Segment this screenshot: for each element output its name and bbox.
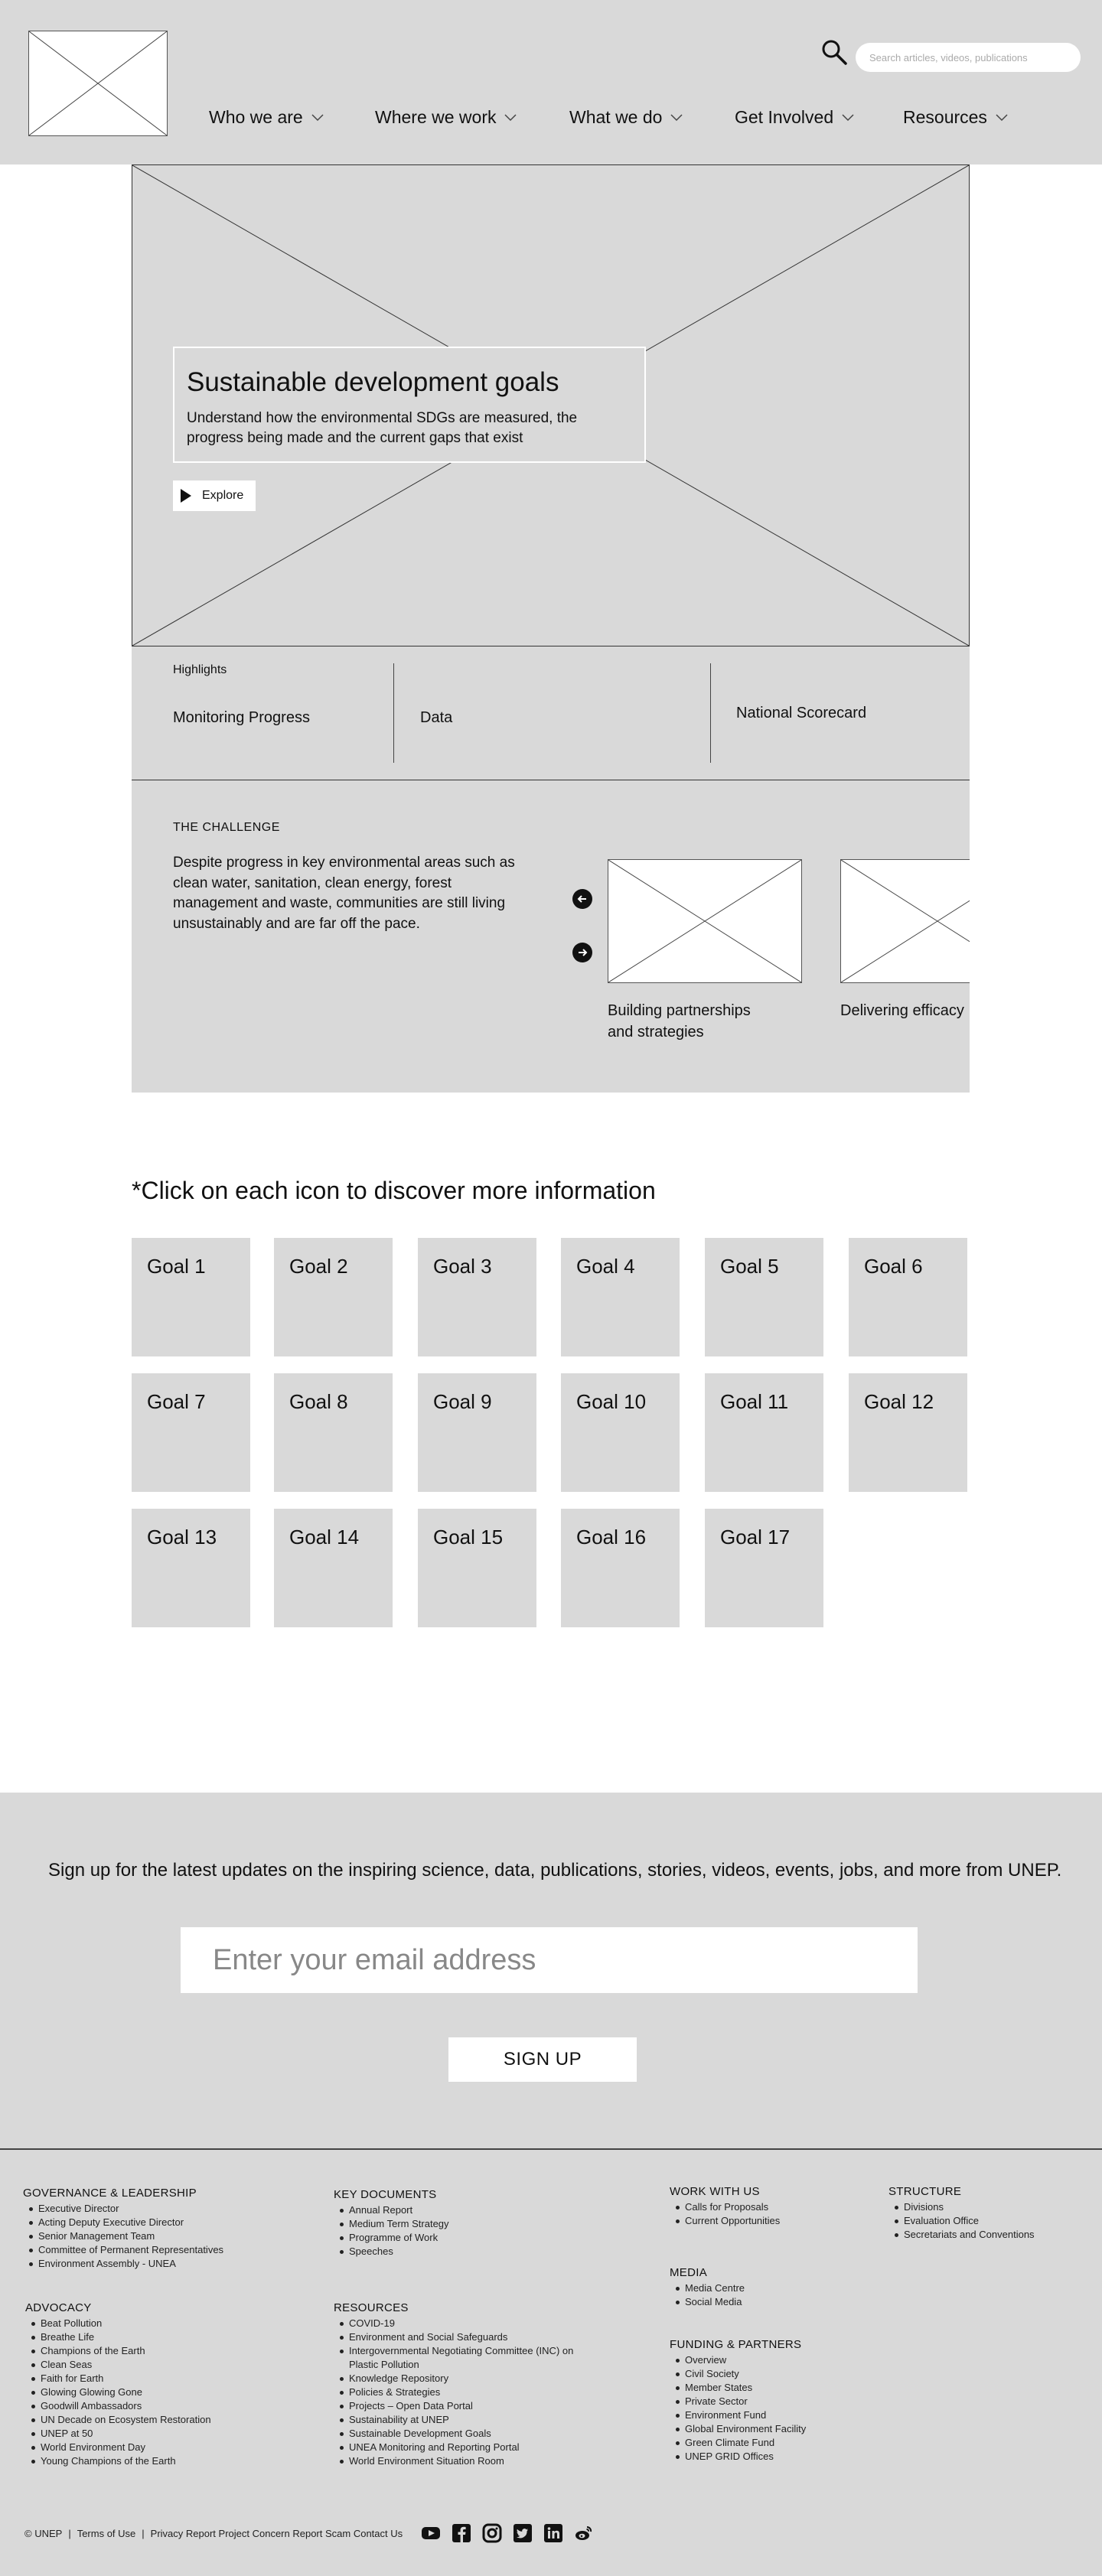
goal-label: Goal 16 xyxy=(576,1526,647,1549)
footer-link[interactable]: Media Centre xyxy=(670,2281,899,2295)
footer-link-list xyxy=(334,2203,563,2258)
search-icon[interactable] xyxy=(820,38,848,66)
footer-link[interactable]: Environment and Social Safeguards xyxy=(334,2330,579,2344)
goals-title: *Click on each icon to discover more information xyxy=(132,1177,656,1204)
goal-label: Goal 15 xyxy=(433,1526,504,1549)
divider xyxy=(710,663,711,763)
footer-link[interactable]: Breathe Life xyxy=(25,2330,255,2344)
main-nav xyxy=(0,107,1102,138)
footer-link[interactable]: Committee of Permanent Representatives xyxy=(23,2243,253,2257)
highlight-national-scorecard[interactable]: National Scorecard xyxy=(736,705,867,721)
goal-label: Goal 5 xyxy=(720,1255,779,1278)
footer-link[interactable]: Beat Pollution xyxy=(25,2317,255,2330)
goal-tile[interactable] xyxy=(132,1509,250,1627)
footer-link[interactable]: UNEA Monitoring and Reporting Portal xyxy=(334,2441,579,2454)
nav-label: Resources xyxy=(903,107,987,127)
footer-link[interactable]: Secretariats and Conventions xyxy=(888,2228,1102,2242)
challenge-section xyxy=(132,780,970,1093)
goal-tile[interactable] xyxy=(705,1373,823,1492)
goal-tile[interactable] xyxy=(132,1373,250,1492)
footer-link[interactable]: UNEP at 50 xyxy=(25,2427,255,2441)
chevron-down-icon xyxy=(504,113,517,122)
footer-link[interactable]: Overview xyxy=(670,2353,899,2367)
footer-link[interactable]: Calls for Proposals xyxy=(670,2200,899,2214)
separator: | xyxy=(68,2527,71,2539)
footer-link[interactable]: Programme of Work xyxy=(334,2231,563,2245)
footer-link[interactable]: World Environment Situation Room xyxy=(334,2454,579,2468)
arrow-left-icon xyxy=(576,893,588,905)
twitter-icon[interactable] xyxy=(513,2523,533,2543)
footer-link[interactable]: Policies & Strategies xyxy=(334,2385,579,2399)
footer-link[interactable]: Projects – Open Data Portal xyxy=(334,2399,579,2413)
footer-heading: RESOURCES xyxy=(334,2301,409,2314)
goal-label: Goal 2 xyxy=(289,1255,348,1278)
footer-heading: STRUCTURE xyxy=(888,2185,962,2198)
separator: | xyxy=(142,2527,145,2539)
explore-label: Explore xyxy=(202,489,244,502)
highlights-section xyxy=(132,646,970,780)
divider xyxy=(393,663,394,763)
newsletter-signup xyxy=(0,1793,1102,2148)
footer-heading: MEDIA xyxy=(670,2266,708,2279)
goal-label: Goal 4 xyxy=(576,1255,635,1278)
goal-label: Goal 9 xyxy=(433,1390,492,1413)
footer-link[interactable]: Environment Assembly - UNEA xyxy=(23,2257,253,2271)
nav-get-involved[interactable] xyxy=(735,107,855,128)
footer-column xyxy=(25,2301,255,2468)
footer-link-list xyxy=(670,2353,899,2464)
footer-link[interactable]: Civil Society xyxy=(670,2367,899,2381)
hero-banner xyxy=(132,164,970,646)
carousel-card[interactable] xyxy=(608,859,804,1043)
copyright-text: © UNEP xyxy=(24,2527,63,2539)
weibo-icon[interactable] xyxy=(574,2523,594,2543)
goal-label: Goal 7 xyxy=(147,1390,206,1413)
footer-heading: GOVERNANCE & LEADERSHIP xyxy=(23,2187,197,2200)
card-placeholder-image xyxy=(608,859,802,983)
site-footer xyxy=(0,2148,1102,2576)
highlights-label: Highlights xyxy=(173,663,227,676)
search-input[interactable] xyxy=(856,43,1081,72)
footer-column xyxy=(670,2266,899,2309)
footer-column xyxy=(888,2185,1102,2242)
footer-column xyxy=(334,2188,563,2258)
goal-label: Goal 6 xyxy=(864,1255,923,1278)
footer-link[interactable]: Young Champions of the Earth xyxy=(25,2454,255,2468)
footer-link[interactable]: Executive Director xyxy=(23,2202,253,2216)
goal-tile[interactable] xyxy=(132,1238,250,1356)
hero-title: Sustainable development goals xyxy=(187,367,559,397)
goal-tile[interactable] xyxy=(849,1238,967,1356)
goal-tile[interactable] xyxy=(561,1373,680,1492)
goal-tile[interactable] xyxy=(418,1373,536,1492)
goal-tile[interactable] xyxy=(561,1509,680,1627)
footer-link[interactable]: Divisions xyxy=(888,2200,1102,2214)
goal-label: Goal 12 xyxy=(864,1390,934,1413)
footer-links[interactable]: Privacy Report Project Concern Report Scam Contact Us xyxy=(150,2527,403,2539)
goal-label: Goal 3 xyxy=(433,1255,492,1278)
footer-link[interactable]: Clean Seas xyxy=(25,2358,255,2372)
footer-link[interactable]: Knowledge Repository xyxy=(334,2372,579,2385)
footer-link[interactable]: Intergovernmental Negotiating Committee (INC) on Plastic Pollution xyxy=(334,2344,579,2372)
footer-link-list xyxy=(25,2317,255,2468)
goal-tile[interactable] xyxy=(274,1238,393,1356)
play-icon xyxy=(181,489,191,503)
signup-text: Sign up for the latest updates on the inspiring science, data, publications, stories, videos, events, jobs, and more from UNEP. xyxy=(48,1860,1062,1881)
footer-link[interactable]: Evaluation Office xyxy=(888,2214,1102,2228)
card-caption: Building partnerships and strategies xyxy=(608,1002,751,1040)
footer-column xyxy=(334,2301,579,2468)
goal-tile[interactable] xyxy=(274,1509,393,1627)
footer-column xyxy=(23,2187,253,2271)
goal-tile[interactable] xyxy=(274,1373,393,1492)
goal-label: Goal 17 xyxy=(720,1526,791,1549)
footer-heading: WORK WITH US xyxy=(670,2185,760,2198)
hero-card xyxy=(173,347,646,463)
goal-tile[interactable] xyxy=(705,1238,823,1356)
facebook-icon[interactable] xyxy=(452,2523,471,2543)
carousel-card[interactable] xyxy=(840,859,970,1021)
footer-link[interactable]: COVID-19 xyxy=(334,2317,579,2330)
social-links xyxy=(421,2523,594,2543)
footer-link[interactable]: Annual Report xyxy=(334,2203,563,2217)
footer-link-list xyxy=(23,2202,253,2271)
goal-label: Goal 11 xyxy=(720,1390,789,1413)
footer-link-list xyxy=(334,2317,579,2468)
footer-link[interactable]: UNEP GRID Offices xyxy=(670,2450,899,2464)
goal-label: Goal 8 xyxy=(289,1390,348,1413)
carousel-next-button[interactable] xyxy=(572,943,592,962)
nav-label: Who we are xyxy=(209,107,303,127)
footer-link-list xyxy=(670,2281,899,2309)
footer-heading: KEY DOCUMENTS xyxy=(334,2188,437,2201)
footer-column xyxy=(670,2185,899,2228)
nav-what-we-do[interactable] xyxy=(569,107,683,128)
challenge-label: THE CHALLENGE xyxy=(173,821,280,834)
footer-link[interactable]: Sustainability at UNEP xyxy=(334,2413,579,2427)
chevron-down-icon xyxy=(670,113,683,122)
footer-link[interactable]: Acting Deputy Executive Director xyxy=(23,2216,253,2229)
goal-label: Goal 1 xyxy=(147,1255,206,1278)
footer-heading: FUNDING & PARTNERS xyxy=(670,2338,802,2351)
footer-link[interactable]: Medium Term Strategy xyxy=(334,2217,563,2231)
footer-link-list xyxy=(888,2200,1102,2242)
card-caption: Delivering efficacy xyxy=(840,1002,964,1019)
nav-label: Get Involved xyxy=(735,107,834,127)
footer-link[interactable]: Current Opportunities xyxy=(670,2214,899,2228)
footer-link[interactable]: Private Sector xyxy=(670,2395,899,2408)
chevron-down-icon xyxy=(995,113,1009,122)
goal-label: Goal 10 xyxy=(576,1390,647,1413)
goal-tile[interactable] xyxy=(849,1373,967,1492)
footer-link[interactable]: Speeches xyxy=(334,2245,563,2258)
nav-resources[interactable] xyxy=(903,107,1009,128)
highlight-data[interactable]: Data xyxy=(420,709,453,726)
goal-tile[interactable] xyxy=(418,1238,536,1356)
nav-label: Where we work xyxy=(375,107,497,127)
terms-link[interactable]: Terms of Use xyxy=(77,2527,136,2539)
footer-link[interactable]: Faith for Earth xyxy=(25,2372,255,2385)
youtube-icon[interactable] xyxy=(421,2523,441,2543)
nav-where-we-work[interactable] xyxy=(375,107,517,128)
carousel-prev-button[interactable] xyxy=(572,889,592,909)
footer-bottom-bar xyxy=(24,2523,594,2543)
footer-link[interactable]: Glowing Glowing Gone xyxy=(25,2385,255,2399)
footer-link[interactable]: Champions of the Earth xyxy=(25,2344,255,2358)
nav-who-we-are[interactable] xyxy=(209,107,324,128)
arrow-right-icon xyxy=(576,946,588,959)
footer-heading: ADVOCACY xyxy=(25,2301,92,2314)
instagram-icon[interactable] xyxy=(482,2523,502,2543)
sign-up-button[interactable]: SIGN UP xyxy=(448,2037,637,2082)
card-placeholder-image xyxy=(840,859,970,983)
footer-link[interactable]: Environment Fund xyxy=(670,2408,899,2422)
footer-link[interactable]: Green Climate Fund xyxy=(670,2436,899,2450)
challenge-text: Despite progress in key environmental areas such as clean water, sanitation, clean energy, forest management and waste, communities are still living unsustainably and are far off the pace. xyxy=(173,855,515,932)
goal-label: Goal 13 xyxy=(147,1526,217,1549)
footer-column xyxy=(670,2338,899,2464)
goal-label: Goal 14 xyxy=(289,1526,360,1549)
site-header xyxy=(0,0,1102,164)
footer-link[interactable]: Senior Management Team xyxy=(23,2229,253,2243)
footer-link[interactable]: Social Media xyxy=(670,2295,899,2309)
goal-tile[interactable] xyxy=(705,1509,823,1627)
footer-link-list xyxy=(670,2200,899,2228)
footer-link[interactable]: Member States xyxy=(670,2381,899,2395)
footer-link[interactable]: UN Decade on Ecosystem Restoration xyxy=(25,2413,255,2427)
linkedin-icon[interactable] xyxy=(543,2523,563,2543)
nav-label: What we do xyxy=(569,107,663,127)
goal-tile[interactable] xyxy=(561,1238,680,1356)
footer-link[interactable]: Goodwill Ambassadors xyxy=(25,2399,255,2413)
footer-link[interactable]: Sustainable Development Goals xyxy=(334,2427,579,2441)
footer-link[interactable]: World Environment Day xyxy=(25,2441,255,2454)
highlight-monitoring-progress[interactable]: Monitoring Progress xyxy=(173,709,310,726)
explore-button[interactable] xyxy=(173,480,256,511)
email-field[interactable] xyxy=(181,1927,918,1993)
chevron-down-icon xyxy=(311,113,324,122)
hero-subtitle: Understand how the environmental SDGs are measured, the progress being made and the current gaps that exist xyxy=(187,409,578,447)
goal-tile[interactable] xyxy=(418,1509,536,1627)
footer-link[interactable]: Global Environment Facility xyxy=(670,2422,899,2436)
chevron-down-icon xyxy=(841,113,855,122)
